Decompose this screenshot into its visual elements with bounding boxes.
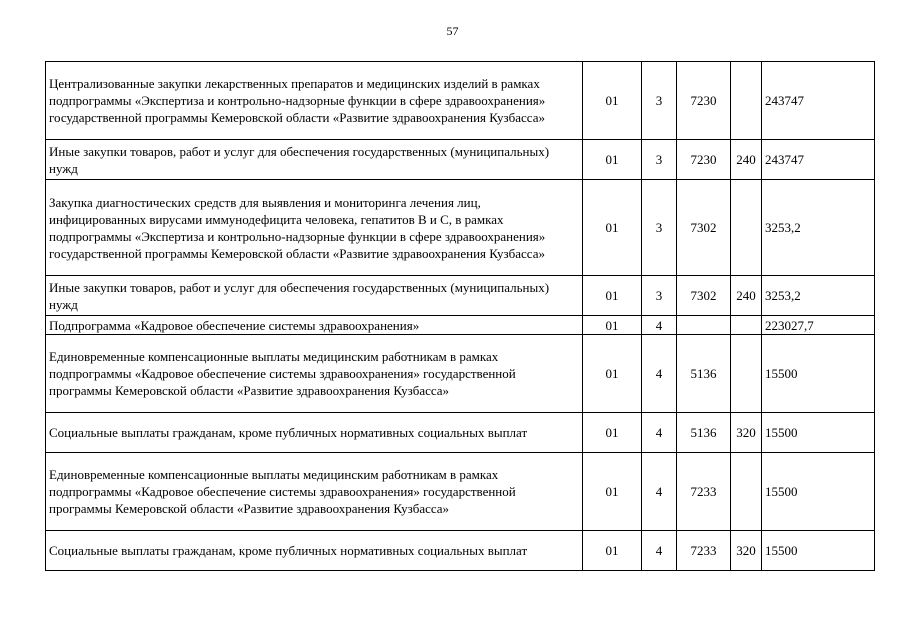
row-code-1: 01 [583,276,642,316]
row-amount: 15500 [762,335,875,413]
row-description: Подпрограмма «Кадровое обеспечение системы здравоохранения» [46,316,583,335]
row-code-4 [731,335,762,413]
row-code-2: 3 [642,180,677,276]
row-amount: 243747 [762,62,875,140]
row-amount: 223027,7 [762,316,875,335]
table-row [46,180,875,276]
row-code-1: 01 [583,413,642,453]
table-row [46,140,875,180]
row-description: Единовременные компенсационные выплаты медицинским работникам в рамках подпрограммы «Кадровое обеспечение системы здравоохранения» государственной программы Кемеровской области «Развитие здравоохранения Кузбасса» [46,335,583,413]
row-amount: 15500 [762,453,875,531]
row-code-3: 5136 [677,413,731,453]
row-amount: 3253,2 [762,276,875,316]
row-code-1: 01 [583,453,642,531]
table-row [46,62,875,140]
table-row [46,531,875,571]
row-code-2: 4 [642,531,677,571]
row-code-1: 01 [583,140,642,180]
row-description: Социальные выплаты гражданам, кроме публичных нормативных социальных выплат [46,531,583,571]
row-code-2: 3 [642,276,677,316]
table-row [46,413,875,453]
table-row [46,316,875,335]
table-row [46,335,875,413]
table-row [46,276,875,316]
row-amount: 15500 [762,413,875,453]
row-code-4: 320 [731,531,762,571]
row-code-3: 7230 [677,62,731,140]
row-amount: 3253,2 [762,180,875,276]
row-amount: 15500 [762,531,875,571]
row-code-1: 01 [583,316,642,335]
row-code-2: 4 [642,453,677,531]
row-code-2: 3 [642,140,677,180]
row-description: Закупка диагностических средств для выявления и мониторинга лечения лиц, инфицированных вирусами иммунодефицита человека, гепатитов В и С, в рамках подпрограммы «Экспертиза и контрольно-надзорные функции в сфере здравоохранения» государственной программы Кемеровской области «Развитие здравоохранения Кузбасса» [46,180,583,276]
row-code-1: 01 [583,62,642,140]
row-code-1: 01 [583,531,642,571]
row-code-3: 5136 [677,335,731,413]
row-code-1: 01 [583,335,642,413]
row-code-2: 4 [642,335,677,413]
table-row [46,453,875,531]
row-code-3: 7302 [677,276,731,316]
row-code-4 [731,62,762,140]
row-code-2: 4 [642,413,677,453]
row-code-4: 240 [731,140,762,180]
row-code-4 [731,453,762,531]
page-number: 57 [446,24,459,38]
row-code-1: 01 [583,180,642,276]
row-code-2: 4 [642,316,677,335]
row-description: Иные закупки товаров, работ и услуг для обеспечения государственных (муниципальных) нужд [46,276,583,316]
budget-table [45,61,875,571]
row-code-4: 320 [731,413,762,453]
row-code-4 [731,316,762,335]
row-code-4 [731,180,762,276]
row-amount: 243747 [762,140,875,180]
row-code-3: 7233 [677,453,731,531]
row-description: Централизованные закупки лекарственных препаратов и медицинских изделий в рамках подпрограммы «Экспертиза и контрольно-надзорные функции в сфере здравоохранения» государственной программы Кемеровской области «Развитие здравоохранения Кузбасса» [46,62,583,140]
row-code-3: 7233 [677,531,731,571]
row-code-4: 240 [731,276,762,316]
row-code-3 [677,316,731,335]
row-code-2: 3 [642,62,677,140]
row-code-3: 7302 [677,180,731,276]
row-code-3: 7230 [677,140,731,180]
row-description: Социальные выплаты гражданам, кроме публичных нормативных социальных выплат [46,413,583,453]
row-description: Единовременные компенсационные выплаты медицинским работникам в рамках подпрограммы «Кадровое обеспечение системы здравоохранения» государственной программы Кемеровской области «Развитие здравоохранения Кузбасса» [46,453,583,531]
row-description: Иные закупки товаров, работ и услуг для обеспечения государственных (муниципальных) нужд [46,140,583,180]
